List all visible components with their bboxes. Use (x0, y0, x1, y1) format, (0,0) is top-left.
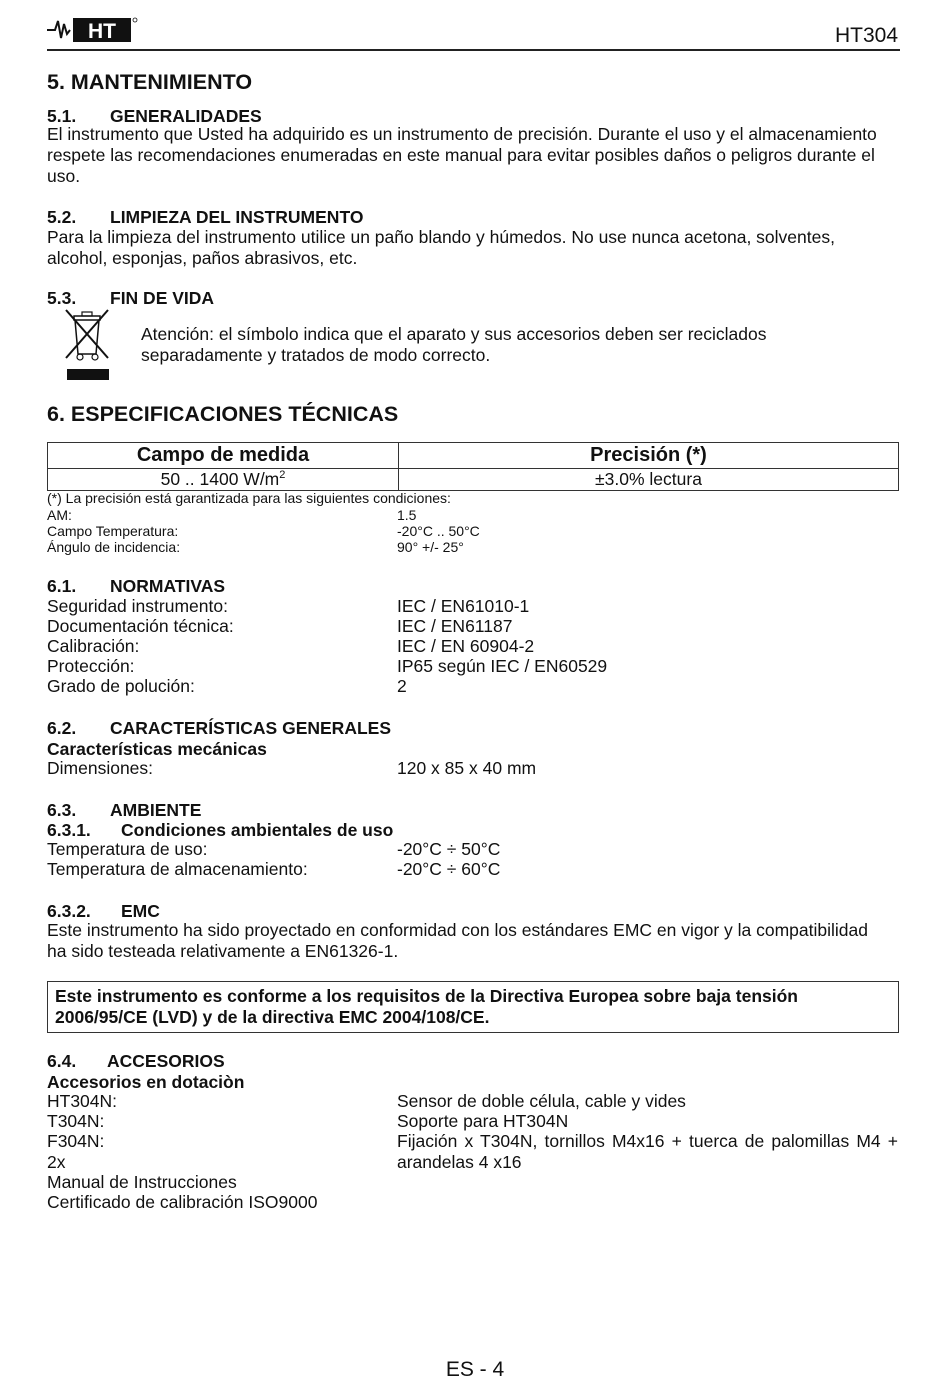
condition-label: Campo Temperatura: (47, 523, 179, 539)
generalidades-paragraph (47, 124, 898, 187)
text-line: Este instrumento es conforme a los requisitos de la Directiva Europea sobre baja tensión (55, 986, 798, 1006)
text-line: respete las recomendaciones enumeradas en este manual para evitar posibles daños o peligros durante el (47, 145, 875, 165)
section-title: EMC (121, 901, 160, 921)
section-title: LIMPIEZA DEL INSTRUMENTO (110, 207, 364, 227)
table-header-row (48, 443, 899, 469)
section-5-title: 5. MANTENIMIENTO (47, 70, 253, 94)
standard-row (47, 636, 898, 657)
section-6-2-heading (47, 718, 391, 739)
text-line: Este instrumento ha sido proyectado en conformidad con los estándares EMC en vigor y la compatibilidad (47, 920, 868, 940)
standard-label: Grado de polución: (47, 676, 195, 696)
standard-label: Protección: (47, 656, 135, 676)
column-header: Campo de medida (48, 443, 399, 469)
logo-text: HT (88, 20, 116, 43)
spec-label: Dimensiones: (47, 758, 154, 778)
standard-label: Calibración: (47, 636, 140, 656)
spec-value: 120 x 85 x 40 mm (397, 758, 537, 778)
environment-label: Temperatura de uso: (47, 839, 208, 859)
spec-row (47, 758, 898, 779)
section-5-2-heading (47, 207, 363, 228)
table-row (48, 469, 899, 491)
environment-value: -20°C ÷ 60°C (397, 859, 501, 879)
standard-value: IEC / EN 60904-2 (397, 636, 535, 656)
section-number: 6.3. (47, 800, 77, 820)
standard-row (47, 616, 898, 637)
section-6-1-heading (47, 576, 225, 597)
conditions-note: (*) La precisión está garantizada para las siguientes condiciones: (47, 490, 451, 506)
section-number: 5.2. (47, 207, 77, 227)
condition-value: 1.5 (397, 507, 417, 523)
section-number: 6.1. (47, 576, 77, 596)
emc-paragraph (47, 920, 898, 962)
page-number: ES - 4 (445, 1358, 505, 1381)
section-title: ACCESORIOS (107, 1051, 225, 1071)
weee-bin-icon (58, 306, 114, 384)
standard-value: 2 (397, 676, 407, 696)
text-line: Atención: el símbolo indica que el aparato y sus accesorios deben ser reciclados (141, 324, 767, 344)
section-6-title: 6. ESPECIFICACIONES TÉCNICAS (47, 402, 399, 426)
standard-row (47, 596, 898, 617)
section-title: Condiciones ambientales de uso (121, 820, 394, 840)
accessory-row (47, 1091, 898, 1112)
standard-label: Seguridad instrumento: (47, 596, 228, 616)
accessory-row (47, 1152, 898, 1173)
section-number: 6.2. (47, 718, 77, 738)
accessory-description: arandelas 4 x16 (397, 1152, 522, 1172)
text-line: alcohol, esponjas, paños abrasivos, etc. (47, 248, 358, 268)
section-title: GENERALIDADES (110, 106, 262, 126)
environment-label: Temperatura de almacenamiento: (47, 859, 308, 879)
accessory-text: Certificado de calibración ISO9000 (47, 1192, 318, 1212)
environment-row (47, 859, 898, 880)
standard-row (47, 676, 898, 697)
accessory-description: Sensor de doble célula, cable y vides (397, 1091, 686, 1111)
accessory-code: T304N: (47, 1111, 105, 1131)
condition-row (47, 539, 898, 555)
accessory-row (47, 1111, 898, 1132)
accessory-text: Manual de Instrucciones (47, 1172, 237, 1192)
text-line: separadamente y tratados de modo correcto. (141, 345, 491, 365)
text-line: Para la limpieza del instrumento utilice un paño blando y húmedos. No use nunca acetona, solventes, (47, 227, 835, 247)
accessory-description: Fijación x T304N, tornillos M4x16 + tuerca de palomillas M4 + (397, 1131, 898, 1151)
section-title: NORMATIVAS (110, 576, 226, 596)
mechanical-subheading: Características mecánicas (47, 739, 267, 759)
standard-value: IP65 según IEC / EN60529 (397, 656, 608, 676)
section-6-3-1-heading (47, 820, 393, 841)
fin-de-vida-paragraph (141, 324, 898, 366)
range-value: 50 .. 1400 W/m (160, 469, 280, 489)
model-name: HT304 (834, 24, 898, 47)
compliance-notice-box (47, 981, 899, 1033)
ht-logo (47, 14, 139, 44)
header-divider (47, 49, 900, 51)
text-line: 2006/95/CE (LVD) y de la directiva EMC 2004/108/CE. (55, 1007, 490, 1027)
section-title: CARACTERÍSTICAS GENERALES (110, 718, 391, 738)
accessory-description: Soporte para HT304N (397, 1111, 569, 1131)
condition-label: AM: (47, 507, 72, 523)
section-number: 5.3. (47, 288, 77, 308)
text-line: ha sido testeada relativamente a EN61326-1. (47, 941, 399, 961)
section-number: 6.4. (47, 1051, 77, 1071)
accessory-item (47, 1192, 898, 1213)
section-6-3-heading (47, 800, 201, 821)
standard-label: Documentación técnica: (47, 616, 234, 636)
column-header: Precisión (*) (399, 443, 899, 469)
specifications-table (47, 442, 899, 491)
section-number: 6.3.2. (47, 901, 91, 921)
accuracy-cell: ±3.0% lectura (399, 469, 899, 491)
standard-value: IEC / EN61010-1 (397, 596, 530, 616)
section-number: 5.1. (47, 106, 77, 126)
section-6-4-heading (47, 1051, 225, 1072)
range-superscript: 2 (279, 469, 286, 482)
section-title: AMBIENTE (110, 800, 202, 820)
environment-row (47, 839, 898, 860)
text-line: uso. (47, 166, 81, 186)
accessory-item (47, 1172, 898, 1193)
accessory-code: 2x (47, 1152, 66, 1172)
section-6-3-2-heading (47, 901, 160, 922)
accessory-row (47, 1131, 898, 1152)
accessory-code: F304N: (47, 1131, 105, 1151)
condition-value: -20°C .. 50°C (397, 523, 480, 539)
limpieza-paragraph (47, 227, 898, 269)
section-number: 6.3.1. (47, 820, 91, 840)
accessories-subheading: Accesorios en dotaciòn (47, 1072, 245, 1092)
standard-row (47, 656, 898, 677)
condition-row (47, 523, 898, 539)
condition-row (47, 507, 898, 523)
range-cell (48, 469, 399, 491)
standard-value: IEC / EN61187 (397, 616, 513, 636)
condition-value: 90° +/- 25° (397, 539, 464, 555)
text-line: El instrumento que Usted ha adquirido es un instrumento de precisión. Durante el uso y el almacenamiento (47, 124, 877, 144)
accessory-code: HT304N: (47, 1091, 118, 1111)
condition-label: Ángulo de incidencia: (47, 539, 181, 555)
environment-value: -20°C ÷ 50°C (397, 839, 501, 859)
section-title: FIN DE VIDA (110, 288, 215, 308)
